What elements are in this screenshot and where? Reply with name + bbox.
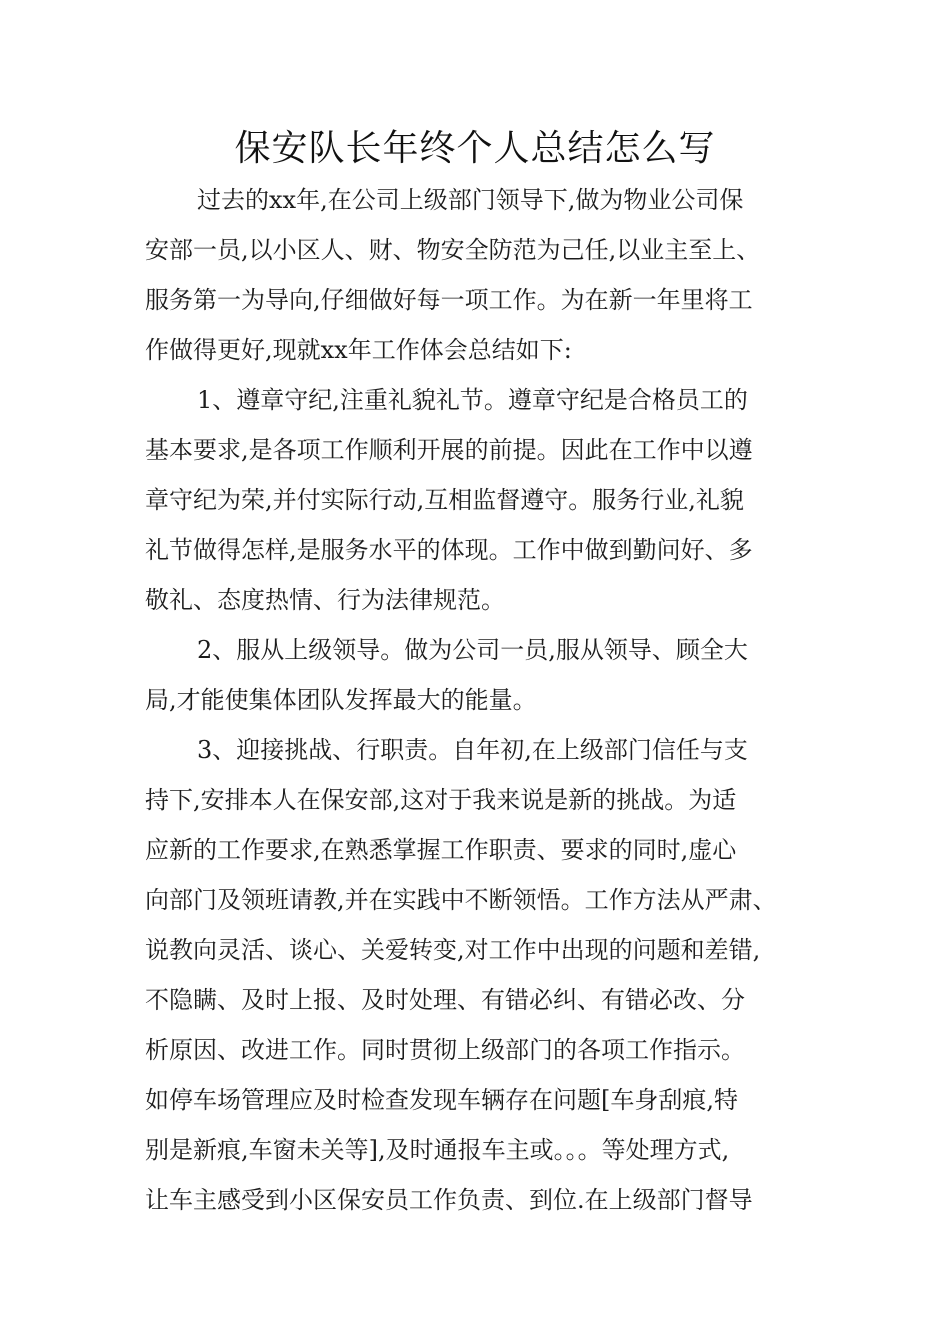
paragraph-line: 敬礼、态度热情、行为法律规范。	[145, 586, 505, 614]
paragraph-line: 服务第一为导向,仔细做好每一项工作。为在新一年里将工	[145, 286, 753, 314]
paragraph-line: 不隐瞒、及时上报、及时处理、有错必纠、有错必改、分	[145, 986, 745, 1014]
paragraph-line: 2、服从上级领导。做为公司一员,服从领导、顾全大	[197, 636, 748, 664]
paragraph-line: 局,才能使集体团队发挥最大的能量。	[145, 686, 537, 714]
paragraph-line: 1、遵章守纪,注重礼貌礼节。遵章守纪是合格员工的	[197, 386, 748, 414]
paragraph-line: 持下,安排本人在保安部,这对于我来说是新的挑战。为适	[145, 786, 737, 814]
paragraph-line: 说教向灵活、谈心、关爱转变,对工作中出现的问题和差错,	[145, 936, 761, 964]
document-title: 保安队长年终个人总结怎么写	[234, 128, 716, 169]
document-body	[145, 175, 835, 1225]
paragraph-line: 如停车场管理应及时检查发现车辆存在问题[车身刮痕,特	[145, 1086, 738, 1114]
paragraph-line: 让车主感受到小区保安员工作负责、到位.在上级部门督导	[145, 1186, 753, 1214]
paragraph-line: 向部门及领班请教,并在实践中不断领悟。工作方法从严肃、	[145, 886, 777, 914]
paragraph-line: 章守纪为荣,并付实际行动,互相监督遵守。服务行业,礼貌	[145, 486, 744, 514]
paragraph-line: 别是新痕,车窗未关等],及时通报车主或。。。等处理方式,	[145, 1136, 730, 1164]
paragraph-line: 3、迎接挑战、行职责。自年初,在上级部门信任与支	[197, 736, 748, 764]
paragraph-line: 应新的工作要求,在熟悉掌握工作职责、要求的同时,虚心	[145, 836, 737, 864]
paragraph-line: 析原因、改进工作。同时贯彻上级部门的各项工作指示。	[145, 1036, 745, 1064]
paragraph-line: 礼节做得怎样,是服务水平的体现。工作中做到勤问好、多	[145, 536, 753, 564]
paragraph-line: 作做得更好,现就xx年工作体会总结如下:	[145, 336, 572, 364]
paragraph-line: 安部一员,以小区人、财、物安全防范为己任,以业主至上、	[145, 236, 761, 264]
paragraph-line: 过去的xx年,在公司上级部门领导下,做为物业公司保	[197, 186, 744, 214]
paragraph-line: 基本要求,是各项工作顺利开展的前提。因此在工作中以遵	[145, 436, 753, 464]
